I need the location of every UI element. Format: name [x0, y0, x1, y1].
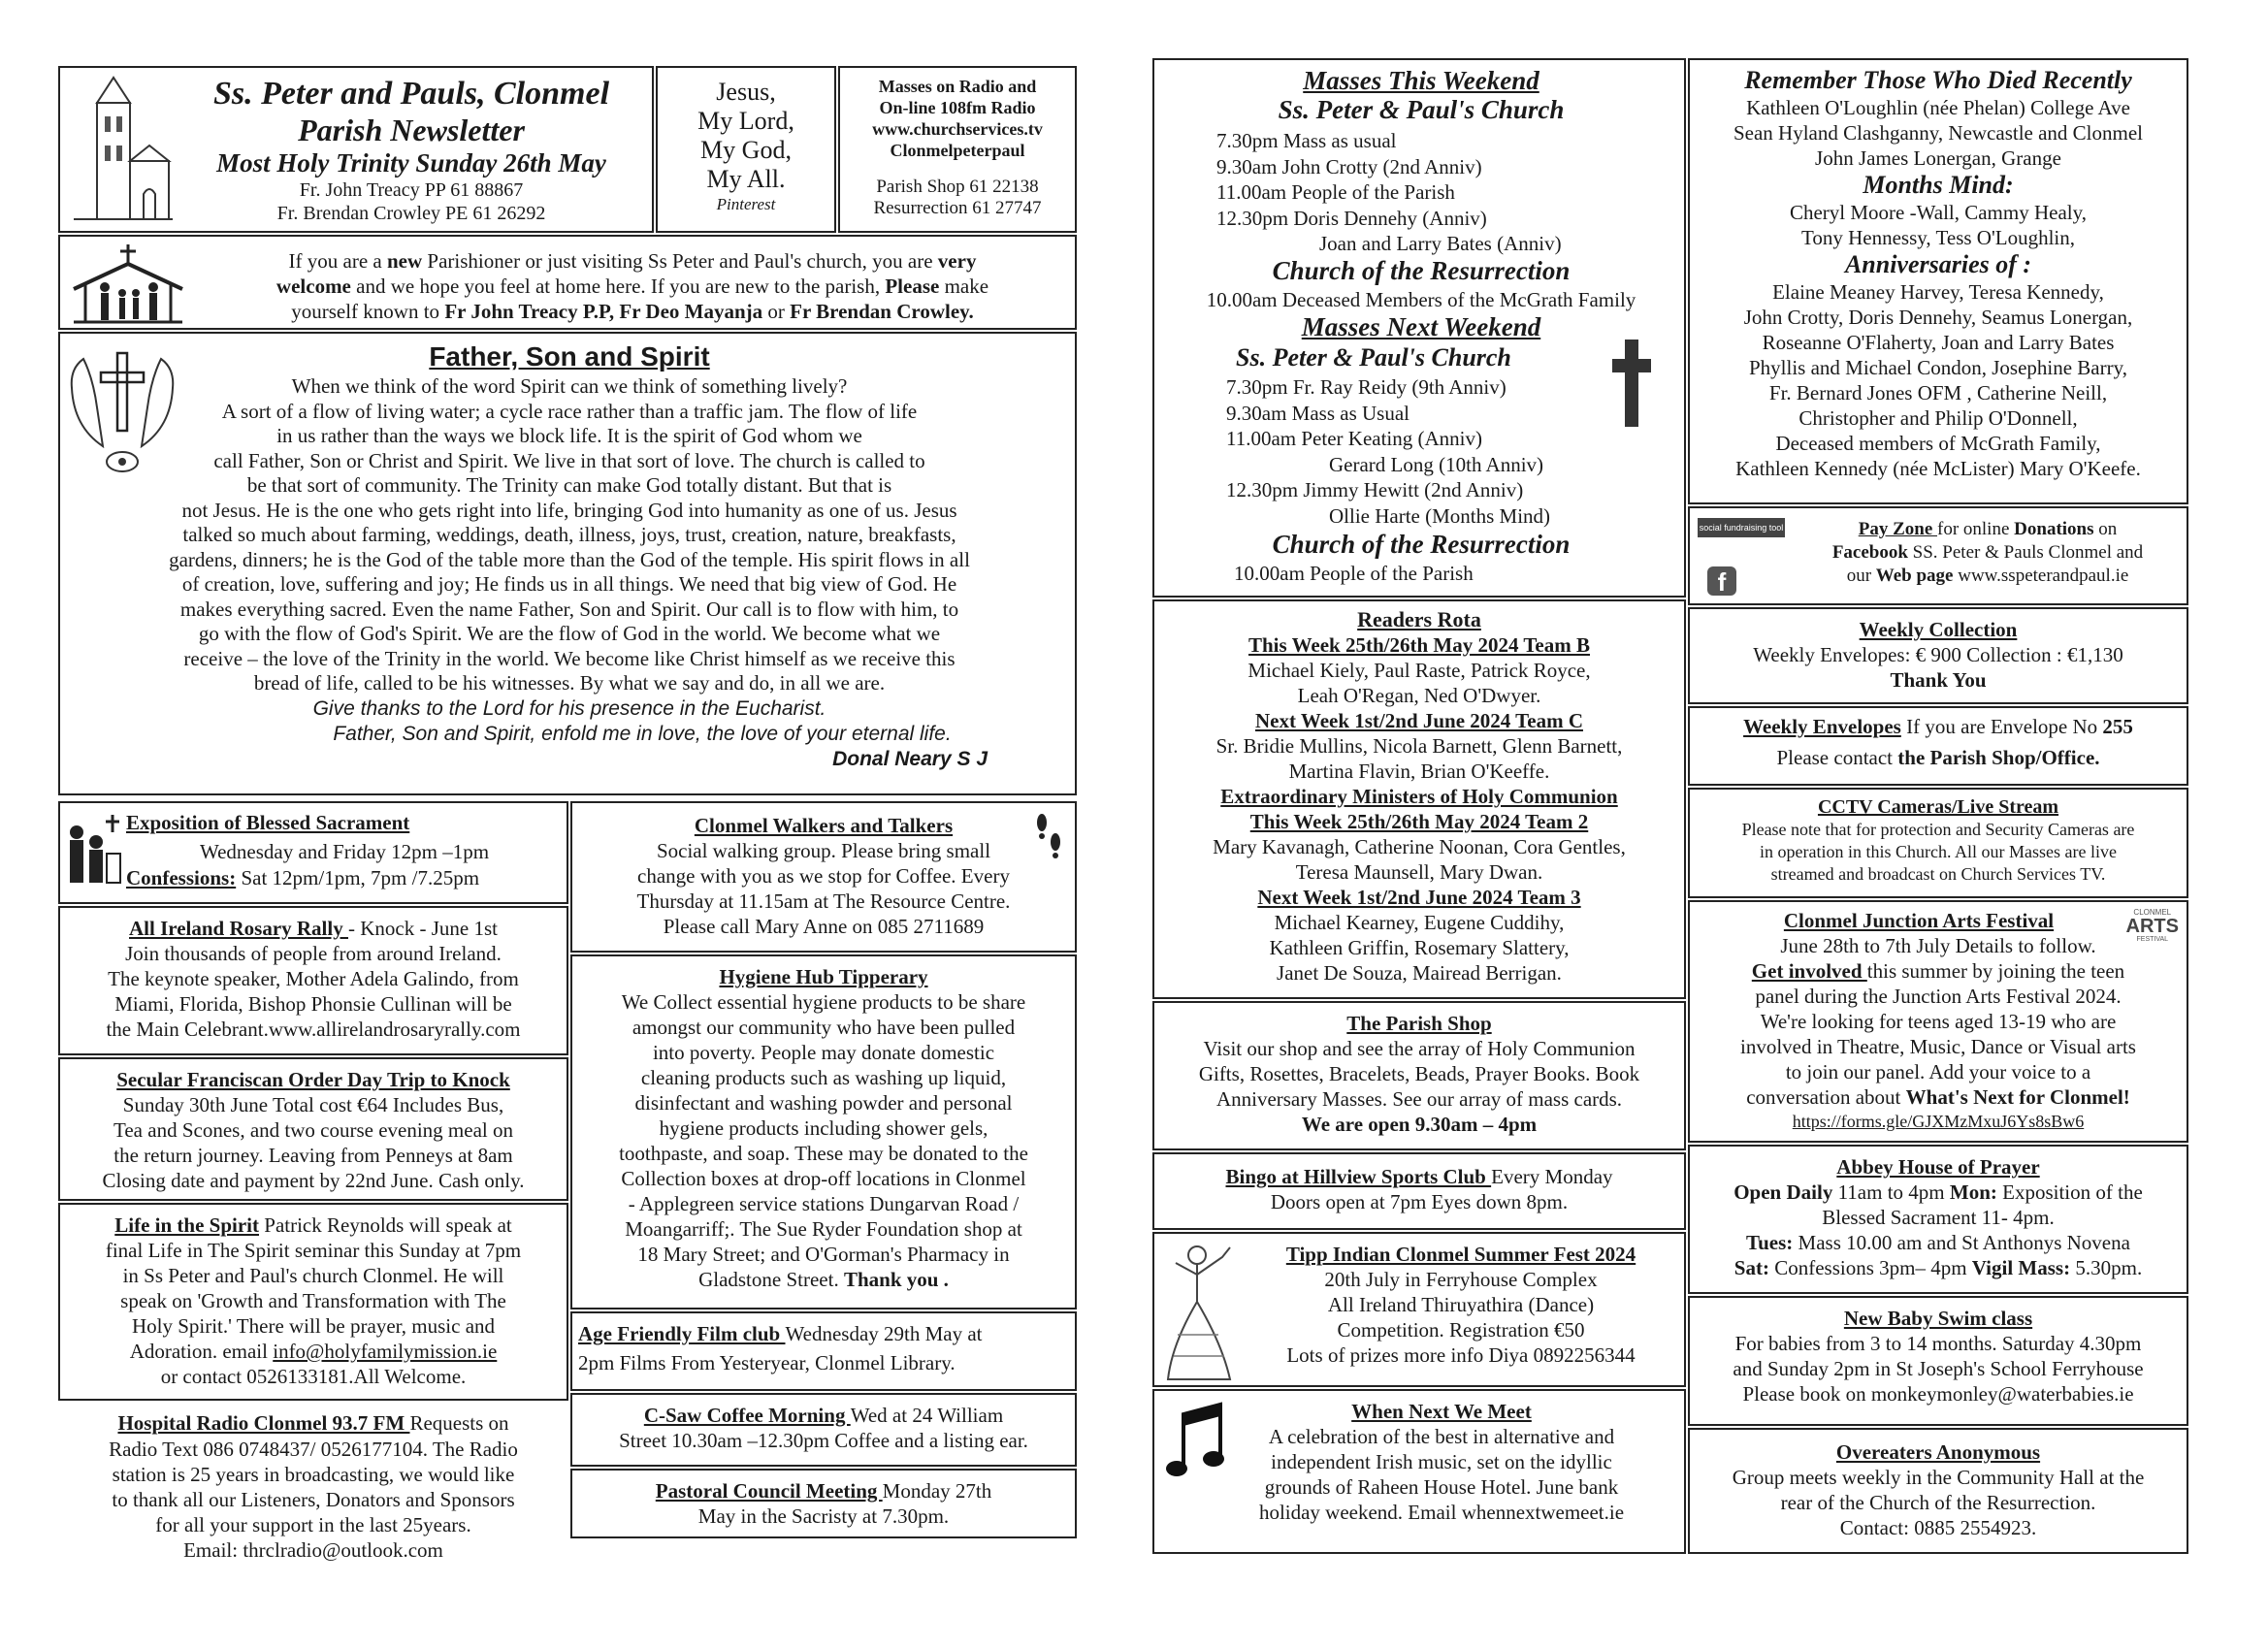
tipp-line: Lots of prizes more info Diya 0892256344 — [1286, 1343, 1636, 1367]
rosary-date: - Knock - June 1st — [347, 917, 498, 940]
swim-line: For babies from 3 to 14 months. Saturday 4.30pm — [1734, 1332, 2142, 1355]
radio-text: Requests on — [409, 1411, 509, 1435]
readers-heading: Next Week 1st/2nd June 2024 Team 3 — [1257, 886, 1581, 909]
arts-line: We're looking for teens aged 13-19 who are — [1760, 1010, 2117, 1033]
abbey-bold: Mon: — [1949, 1180, 1997, 1204]
anniversary-item: Deceased members of McGrath Family, — [1775, 432, 2101, 455]
hygiene-line: - Applegreen service stations Dungarvan Road / — [628, 1192, 1020, 1215]
tipp-line: Competition. Registration €50 — [1337, 1318, 1585, 1342]
pe-contact: Fr. Brendan Crowley PE 61 26292 — [276, 203, 546, 224]
mass-item: 9.30am Mass as Usual — [1226, 401, 1409, 425]
mass-item: 9.30am John Crotty (2nd Anniv) — [1216, 154, 1482, 178]
reflection-line: makes everything sacred. Even the name Father, Son and Spirit. Our call is to flow with him, to — [179, 597, 959, 621]
welcome-bold: Please — [885, 275, 940, 298]
readers-heading: This Week 25th/26th May 2024 Team 2 — [1249, 810, 1589, 833]
cross-icon — [1610, 338, 1653, 429]
welcome-text: make — [939, 275, 989, 298]
when-next-we-meet-box — [1152, 1389, 1686, 1554]
film-text: Wednesday 29th May at — [785, 1322, 983, 1345]
radio-title: Hospital Radio Clonmel 93.7 FM — [117, 1411, 410, 1435]
masses-next-list — [1226, 374, 1550, 529]
abbey-line-1 — [1690, 1180, 2187, 1205]
mass-item: Joan and Larry Bates (Anniv) — [1319, 232, 1562, 255]
whennext-line: independent Irish music, set on the idyllic — [1271, 1450, 1612, 1473]
council-text: Monday 27th — [882, 1479, 992, 1503]
adoration-icon — [64, 811, 126, 887]
arts-title: Clonmel Junction Arts Festival — [1783, 909, 2055, 932]
spirit-line: final Life in The Spirit seminar this Sunday at 7pm — [105, 1239, 522, 1262]
film-line-1 — [578, 1321, 1069, 1346]
exposition-box — [58, 801, 568, 904]
welcome-text: Parishioner or just visiting Ss Peter and Paul's church, you are — [422, 249, 938, 273]
rosary-line: Miami, Florida, Bishop Phonsie Cullinan will be — [114, 992, 512, 1016]
abbey-box — [1688, 1145, 2188, 1294]
whennext-title: When Next We Meet — [1351, 1400, 1532, 1423]
prayer-line-1: Jesus, — [716, 78, 776, 106]
whennext-line: holiday weekend. Email whennextwemeet.ie — [1258, 1501, 1625, 1524]
overeaters-box — [1688, 1428, 2188, 1554]
masses-radio-box — [838, 66, 1077, 233]
hygiene-last-line — [572, 1267, 1075, 1292]
hospital-radio-section — [58, 1410, 568, 1563]
resurrection-phone: Resurrection 61 27747 — [873, 198, 1042, 218]
rosary-line: the Main Celebrant.www.allirelandrosaryrally.com — [106, 1018, 521, 1041]
shop-line: Gifts, Rosettes, Bracelets, Beads, Prayer Books. Book — [1198, 1062, 1640, 1085]
whennext-line: A celebration of the best in alternative and — [1268, 1425, 1615, 1448]
reflection-line: talked so much about farming, weddings, death, illness, joys, trust, creation, nature, breakfasts, — [182, 523, 956, 546]
facebook-icon[interactable]: f — [1707, 566, 1736, 596]
masses-church-4: Church of the Resurrection — [1272, 530, 1571, 559]
welcome-line-2 — [196, 274, 1069, 299]
spirit-title: Life in the Spirit — [114, 1213, 260, 1237]
reflection-line: not Jesus. He is the one who gets right into life, bringing God into humanity as one of us. Jesus — [181, 498, 957, 522]
radio-line: for all your support in the last 25years. — [155, 1513, 471, 1536]
mass-item: 12.30pm Doris Dennehy (Anniv) — [1216, 206, 1487, 230]
arts-line: to join our panel. Add your voice to a — [1785, 1060, 2091, 1083]
exposition-title: Exposition of Blessed Sacrament — [126, 811, 410, 834]
readers-title: Readers Rota — [1357, 607, 1481, 631]
spirit-line: Holy Spirit.' There will be prayer, music and — [131, 1314, 496, 1338]
abbey-text: Exposition of the — [1996, 1180, 2143, 1204]
arts-text: this summer by joining the teen — [1866, 959, 2125, 983]
franciscan-line: Sunday 30th June Total cost €64 Includes Bus, — [122, 1093, 504, 1116]
csaw-line-2: Street 10.30am –12.30pm Coffee and a listing ear. — [619, 1429, 1028, 1452]
reflection-line: of creation, love, suffering and joy; He finds us in all things. We need that big view of God. He — [181, 572, 957, 596]
swim-line: and Sunday 2pm in St Joseph's School Ferryhouse — [1733, 1357, 2144, 1380]
reflection-prayer-1: Give thanks to the Lord for his presence in the Eucharist. — [312, 697, 826, 720]
dancer-icon — [1162, 1238, 1240, 1385]
shop-title: The Parish Shop — [1346, 1012, 1492, 1035]
radio-line-2: On-line 108fm Radio — [879, 98, 1036, 117]
collection-title: Weekly Collection — [1859, 618, 2018, 641]
anniversary-item: Phyllis and Michael Condon, Josephine Barry, — [1748, 356, 2127, 379]
payzone-text: SS. Peter & Pauls Clonmel and — [1907, 542, 2144, 563]
masses-church-2: Church of the Resurrection — [1272, 256, 1571, 285]
payzone-url[interactable]: www.sspeterandpaul.ie — [1953, 566, 2129, 586]
remember-box — [1688, 58, 2188, 504]
welcome-bold: Fr Brendan Crowley. — [790, 300, 974, 323]
anniversaries-title: Anniversaries of : — [1844, 250, 2032, 278]
reflection-line: call Father, Son or Christ and Spirit. We live in that sort of love. The church is called to — [213, 448, 925, 472]
reflection-line: When we think of the word Spirit can we think of something lively? — [291, 374, 848, 398]
arts-text: conversation about — [1746, 1085, 1906, 1109]
abbey-line-4 — [1690, 1255, 2187, 1280]
swim-title: New Baby Swim class — [1843, 1307, 2033, 1330]
hygiene-box — [570, 954, 1077, 1310]
envelopes-text: Please contact — [1776, 746, 1898, 769]
months-mind-title: Months Mind: — [1863, 171, 2014, 199]
spirit-text: Patrick Reynolds will speak at — [259, 1213, 512, 1237]
radio-email: Email: thrclradio@outlook.com — [183, 1538, 443, 1562]
welcome-bold: very — [937, 249, 977, 273]
abbey-text: Confessions 3pm– 4pm — [1768, 1256, 1972, 1279]
franciscan-line: the return journey. Leaving from Penneys at 8am — [113, 1144, 513, 1167]
bingo-box — [1152, 1152, 1686, 1230]
prayer-line-3: My God, — [700, 136, 792, 164]
readers-box — [1152, 599, 1686, 999]
abbey-bold: Vigil Mass: — [1971, 1256, 2071, 1279]
radio-line-3: www.churchservices.tv — [872, 119, 1043, 139]
payzone-text: on — [2093, 519, 2118, 539]
walkers-line: Thursday at 11.15am at The Resource Centre. — [636, 889, 1011, 913]
bingo-line-1 — [1154, 1164, 1684, 1189]
mass-item: 7.30pm Mass as usual — [1216, 129, 1397, 152]
masses-church-1: Ss. Peter & Paul's Church — [1278, 95, 1565, 124]
walkers-line: change with you as we stop for Coffee. Every — [637, 864, 1010, 888]
envelopes-text: If you are Envelope No — [1900, 715, 2103, 738]
months-mind-item: Cheryl Moore -Wall, Cammy Healy, — [1789, 201, 2088, 224]
mass-item: 10.00am Deceased Members of the McGrath Family — [1206, 288, 1636, 311]
abbey-bold: Open Daily — [1733, 1180, 1838, 1204]
hygiene-title: Hygiene Hub Tipperary — [719, 965, 928, 988]
reflection-line: receive – the love of the Trinity in the world. We become like Christ himself as we receive this — [183, 646, 956, 670]
mass-item: 10.00am People of the Parish — [1234, 562, 1474, 585]
hygiene-line: We Collect essential hygiene products to be share — [621, 990, 1026, 1014]
arts-festival-logo — [2126, 908, 2179, 944]
hygiene-body — [572, 989, 1075, 1267]
reflection-line: be that sort of community. The Trinity can make God totally distant. But that is — [246, 473, 892, 497]
welcome-bold: new — [387, 249, 423, 273]
tipp-fest-box — [1152, 1232, 1686, 1387]
reflection-prayer-2: Father, Son and Spirit, enfold me in love, the love of your eternal life. — [333, 723, 952, 745]
collection-thanks: Thank You — [1890, 668, 1987, 692]
walkers-line: Please call Mary Anne on 085 2711689 — [663, 915, 985, 938]
readers-names: Kathleen Griffin, Rosemary Slattery, — [1269, 936, 1570, 959]
payzone-bold: Web page — [1875, 566, 1954, 586]
masses-title: Masses This Weekend — [1303, 66, 1539, 95]
abbey-title: Abbey House of Prayer — [1836, 1155, 2040, 1179]
readers-names: Leah O'Regan, Ned O'Dwyer. — [1297, 684, 1541, 707]
baby-swim-box — [1688, 1296, 2188, 1426]
remember-title: Remember Those Who Died Recently — [1744, 66, 2132, 94]
rosary-title: All Ireland Rosary Rally — [129, 917, 348, 940]
arts-line: panel during the Junction Arts Festival 2024. — [1755, 985, 2122, 1008]
cctv-line: in operation in this Church. All our Masses are live — [1760, 842, 2117, 861]
arts-line-7 — [1690, 1084, 2187, 1110]
payzone-bold: Facebook — [1831, 542, 1908, 563]
payzone-line-1 — [1793, 518, 2183, 541]
rosary-box — [58, 906, 568, 1055]
csaw-line-1 — [572, 1403, 1075, 1428]
reflection-line: gardens, dinners; he is the God of the table more than the God of the temple. His spirit flows in all — [169, 547, 970, 571]
abbey-text: 5.30pm. — [2070, 1256, 2143, 1279]
hygiene-line: disinfectant and washing powder and personal — [634, 1091, 1013, 1115]
radio-line-1: Masses on Radio and — [878, 77, 1037, 96]
liturgical-date: Most Holy Trinity Sunday 26th May — [216, 148, 606, 178]
reflection-box — [58, 332, 1077, 795]
logo-top: CLONMEL — [2133, 908, 2172, 917]
reflection-author: Donal Neary S J — [832, 748, 988, 770]
anniversary-item: Christopher and Philip O'Donnell, — [1798, 406, 2078, 430]
rosary-head — [60, 916, 567, 941]
film-line-2: 2pm Films From Yesteryear, Clonmel Library. — [578, 1351, 956, 1374]
header-box — [58, 66, 654, 233]
abbey-bold: Sat: — [1733, 1256, 1769, 1279]
hygiene-line: toothpaste, and soap. These may be donated to the — [619, 1142, 1028, 1165]
shop-line: Visit our shop and see the array of Holy Communion — [1203, 1037, 1636, 1060]
council-line-1 — [572, 1478, 1075, 1504]
swim-line: Please book on monkeymonley@waterbabies.ie — [1742, 1382, 2134, 1406]
deceased-item: Kathleen O'Loughlin (née Phelan) College Ave — [1746, 96, 2130, 119]
envelopes-box — [1688, 706, 2188, 786]
cctv-line: streamed and broadcast on Church Services TV. — [1770, 864, 2106, 884]
radio-head — [58, 1410, 568, 1437]
masses-church-3: Ss. Peter & Paul's Church — [1236, 343, 1511, 372]
payzone-text: our — [1846, 566, 1876, 586]
walkers-box — [570, 801, 1077, 953]
confessions-line — [126, 865, 563, 890]
deceased-item: Sean Hyland Clashganny, Newcastle and Clonmel — [1733, 121, 2144, 145]
logo-sub: FESTIVAL — [2136, 936, 2169, 943]
church-tower-icon — [68, 74, 175, 227]
film-title: Age Friendly Film club — [578, 1322, 786, 1345]
readers-heading: This Week 25th/26th May 2024 Team B — [1248, 633, 1590, 657]
confessions-times: Sat 12pm/1pm, 7pm /7.25pm — [236, 866, 480, 889]
welcome-line-1 — [196, 248, 1069, 274]
oa-title: Overeaters Anonymous — [1835, 1440, 2041, 1464]
welcome-bold: Fr John Treacy P.P, Fr Deo Mayanja — [444, 300, 763, 323]
reflection-line: go with the flow of God's Spirit. We are the flow of God in the world. We become what we — [198, 622, 941, 645]
franciscan-line: Closing date and payment by 22nd June. Cash only. — [102, 1169, 525, 1192]
abbey-text: Mass 10.00 am and St Anthonys Novena — [1793, 1231, 2130, 1254]
hygiene-line: 18 Mary Street; and O'Gorman's Pharmacy in — [637, 1243, 1010, 1266]
prayer-source: Pinterest — [716, 195, 776, 213]
anniversary-item: Roseanne O'Flaherty, Joan and Larry Bates — [1762, 331, 2115, 354]
parish-shop-phone: Parish Shop 61 22138 — [876, 177, 1039, 197]
prayer-line-4: My All. — [706, 165, 786, 193]
readers-heading: Next Week 1st/2nd June 2024 Team C — [1255, 709, 1583, 732]
arts-dates: June 28th to 7th July Details to follow. — [1780, 934, 2096, 957]
spirit-line: in Ss Peter and Paul's church Clonmel. He will — [122, 1264, 504, 1287]
hygiene-line: cleaning products such as washing up liquid, — [640, 1066, 1007, 1089]
fundraising-badge: social fundraising tool — [1698, 518, 1785, 537]
pp-contact: Fr. John Treacy PP 61 88867 — [299, 179, 524, 201]
reflection-line: bread of life, called to be his witnesses. By what we say and do, in all we are. — [253, 671, 886, 695]
envelopes-title: Weekly Envelopes — [1743, 715, 1901, 738]
franciscan-title: Secular Franciscan Order Day Trip to Knock — [116, 1068, 510, 1091]
masses-next-title: Masses Next Weekend — [1301, 312, 1541, 341]
welcome-text: yourself known to — [291, 300, 445, 323]
hygiene-line: into poverty. People may donate domestic — [652, 1041, 995, 1064]
spirit-email-line — [60, 1339, 567, 1364]
shop-line: Anniversary Masses. See our array of mass cards. — [1215, 1087, 1623, 1111]
logo-main: ARTS — [2125, 916, 2179, 937]
mass-item: 11.00am Peter Keating (Anniv) — [1226, 427, 1482, 450]
payzone-line-2 — [1793, 541, 2183, 565]
council-line-2: May in the Sacristy at 7.30pm. — [697, 1504, 950, 1528]
oa-line: rear of the Church of the Resurrection. — [1780, 1491, 2096, 1514]
arts-bold: What's Next for Clonmel! — [1905, 1085, 2130, 1109]
welcome-text: or — [762, 300, 791, 323]
family-church-icon — [68, 242, 188, 326]
payzone-line-3 — [1793, 565, 2183, 588]
welcome-bold: welcome — [275, 275, 351, 298]
parish-name: Ss. Peter and Pauls, Clonmel — [212, 76, 610, 112]
csaw-box — [570, 1393, 1077, 1467]
anniversary-item: Fr. Bernard Jones OFM , Catherine Neill, — [1768, 381, 2108, 404]
spirit-head — [60, 1212, 567, 1238]
mass-item: 7.30pm Fr. Ray Reidy (9th Anniv) — [1226, 375, 1507, 399]
oa-line: Contact: 0885 2554923. — [1839, 1516, 2037, 1539]
tipp-line: All Ireland Thiruyathira (Dance) — [1327, 1293, 1595, 1316]
abbey-line-2: Blessed Sacrament 11- 4pm. — [1822, 1206, 2055, 1229]
readers-names: Mary Kavanagh, Catherine Noonan, Cora Gentles, — [1213, 835, 1626, 858]
arts-line-2 — [1690, 958, 2187, 984]
reflection-title: Father, Son and Spirit — [429, 341, 710, 372]
tipp-line: 20th July in Ferryhouse Complex — [1324, 1268, 1598, 1291]
confessions-label: Confessions: — [126, 866, 237, 889]
payzone-text: for online — [1937, 519, 2015, 539]
arts-line: involved in Theatre, Music, Dance or Visual arts — [1740, 1035, 2136, 1058]
mass-item: Ollie Harte (Months Mind) — [1329, 503, 1551, 528]
council-title: Pastoral Council Meeting — [655, 1479, 883, 1503]
reflection-line: A sort of a flow of living water; a cycle race rather than a traffic jam. The flow of life — [221, 399, 918, 423]
hygiene-line: amongst our community who have been pulled — [632, 1016, 1016, 1039]
hygiene-text: Gladstone Street. — [698, 1268, 844, 1291]
abbey-line-3 — [1690, 1230, 2187, 1255]
readers-names: Martina Flavin, Brian O'Keeffe. — [1288, 760, 1550, 783]
footprints-icon — [1032, 809, 1065, 863]
bingo-title: Bingo at Hillview Sports Club — [1225, 1165, 1492, 1188]
envelopes-contact: the Parish Shop/Office. — [1897, 746, 2100, 769]
anniversary-item: John Crotty, Doris Dennehy, Seamus Lonergan, — [1743, 306, 2133, 329]
reflection-line: in us rather than the ways we block life. It is the spirit of God whom we — [276, 424, 862, 447]
welcome-line-3 — [196, 299, 1069, 324]
franciscan-line: Tea and Scones, and two course evening meal on — [113, 1118, 513, 1142]
oa-line: Group meets weekly in the Community Hall at the — [1732, 1466, 2145, 1489]
radio-line: station is 25 years in broadcasting, we would like — [112, 1463, 515, 1486]
walkers-title: Clonmel Walkers and Talkers — [694, 814, 954, 837]
reflection-body — [60, 374, 1077, 696]
rosary-line: Join thousands of people from around Ireland. — [125, 942, 502, 965]
csaw-text: Wed at 24 William — [850, 1404, 1004, 1427]
prayer-line-2: My Lord, — [697, 107, 794, 135]
readers-names: Sr. Bridie Mullins, Nicola Barnett, Glenn Barnett, — [1215, 734, 1623, 758]
hygiene-line: Collection boxes at drop-off locations in Clonmel — [621, 1167, 1026, 1190]
masses-week-list — [1216, 128, 1562, 257]
cctv-box — [1688, 788, 2188, 898]
masses-box — [1152, 58, 1686, 598]
payzone-box — [1688, 506, 2188, 605]
csaw-title: C-Saw Coffee Morning — [643, 1404, 851, 1427]
readers-names: Michael Kearney, Eugene Cuddihy, — [1274, 911, 1565, 934]
spirit-line: speak on 'Growth and Transformation with The — [120, 1289, 506, 1312]
ministers-heading: Extraordinary Ministers of Holy Communion — [1220, 785, 1618, 808]
readers-names: Teresa Maunsell, Mary Dwan. — [1295, 860, 1543, 884]
mass-item: 11.00am People of the Parish — [1216, 180, 1455, 204]
months-mind-item: Tony Hennessy, Tess O'Loughlin, — [1801, 226, 2075, 249]
exposition-times: Wednesday and Friday 12pm –1pm — [199, 840, 490, 863]
mass-item: Gerard Long (10th Anniv) — [1329, 452, 1544, 476]
welcome-text: If you are a — [288, 249, 387, 273]
film-club-box — [570, 1311, 1077, 1391]
radio-line: Radio Text 086 0748437/ 0526177104. The Radio — [109, 1438, 518, 1461]
readers-names: Janet De Souza, Mairead Berrigan. — [1277, 961, 1562, 985]
shop-hours: We are open 9.30am – 4pm — [1301, 1113, 1538, 1136]
envelope-number: 255 — [2102, 715, 2133, 738]
collection-box — [1688, 607, 2188, 704]
spirit-line: or contact 0526133181.All Welcome. — [160, 1365, 467, 1388]
tipp-title: Tipp Indian Clonmel Summer Fest 2024 — [1285, 1243, 1636, 1266]
prayer-box — [656, 66, 836, 233]
arts-form-link[interactable]: https://forms.gle/GJXMzMxuJ6Ys8sBw6 — [1792, 1112, 2085, 1131]
radio-line: to thank all our Listeners, Donators and Sponsors — [112, 1488, 515, 1511]
abbey-text: 11am to 4pm — [1837, 1180, 1950, 1204]
arts-festival-box — [1688, 900, 2188, 1143]
welcome-box — [58, 235, 1077, 330]
payzone-link[interactable]: Pay Zone — [1858, 519, 1937, 539]
envelopes-line-1 — [1690, 714, 2187, 739]
anniversary-item: Kathleen Kennedy (née McLister) Mary O'Keefe. — [1735, 457, 2141, 480]
walkers-line: Social walking group. Please bring small — [656, 839, 991, 862]
franciscan-box — [58, 1057, 568, 1201]
deceased-item: John James Lonergan, Grange — [1815, 146, 2061, 170]
abbey-bold: Tues: — [1746, 1231, 1794, 1254]
pastoral-council-box — [570, 1469, 1077, 1538]
hygiene-thanks: Thank you . — [843, 1268, 949, 1291]
payzone-bold: Donations — [2014, 519, 2094, 539]
whennext-line: grounds of Raheen House Hotel. June bank — [1264, 1475, 1619, 1499]
welcome-text: and we hope you feel at home here. If you are new to the parish, — [350, 275, 886, 298]
rosary-line: The keynote speaker, Mother Adela Galindo, from — [108, 967, 519, 990]
cctv-line: Please note that for protection and Security Cameras are — [1741, 820, 2135, 839]
mass-item: 12.30pm Jimmy Hewitt (2nd Anniv) — [1226, 478, 1524, 501]
radio-line-4: Clonmelpeterpaul — [890, 141, 1025, 160]
spirit-text: Adoration. email — [129, 1340, 274, 1363]
bingo-line-2: Doors open at 7pm Eyes down 8pm. — [1270, 1190, 1569, 1213]
arts-get-involved: Get involved — [1751, 959, 1867, 983]
parish-shop-box — [1152, 1001, 1686, 1150]
collection-amounts: Weekly Envelopes: € 900 Collection : €1,130 — [1753, 643, 2123, 666]
newsletter-title: Parish Newsletter — [298, 113, 525, 147]
cctv-title: CCTV Cameras/Live Stream — [1817, 796, 2059, 818]
hygiene-line: Moangarriff;. The Sue Ryder Foundation shop at — [625, 1217, 1022, 1241]
bingo-text: Every Monday — [1491, 1165, 1613, 1188]
hygiene-line: hygiene products including shower gels, — [659, 1116, 988, 1140]
life-spirit-box — [58, 1203, 568, 1401]
spirit-email-link[interactable]: info@holyfamilymission.ie — [273, 1340, 498, 1363]
envelopes-line-2 — [1690, 745, 2187, 770]
anniversary-item: Elaine Meaney Harvey, Teresa Kennedy, — [1772, 280, 2104, 304]
readers-names: Michael Kiely, Paul Raste, Patrick Royce, — [1247, 659, 1591, 682]
